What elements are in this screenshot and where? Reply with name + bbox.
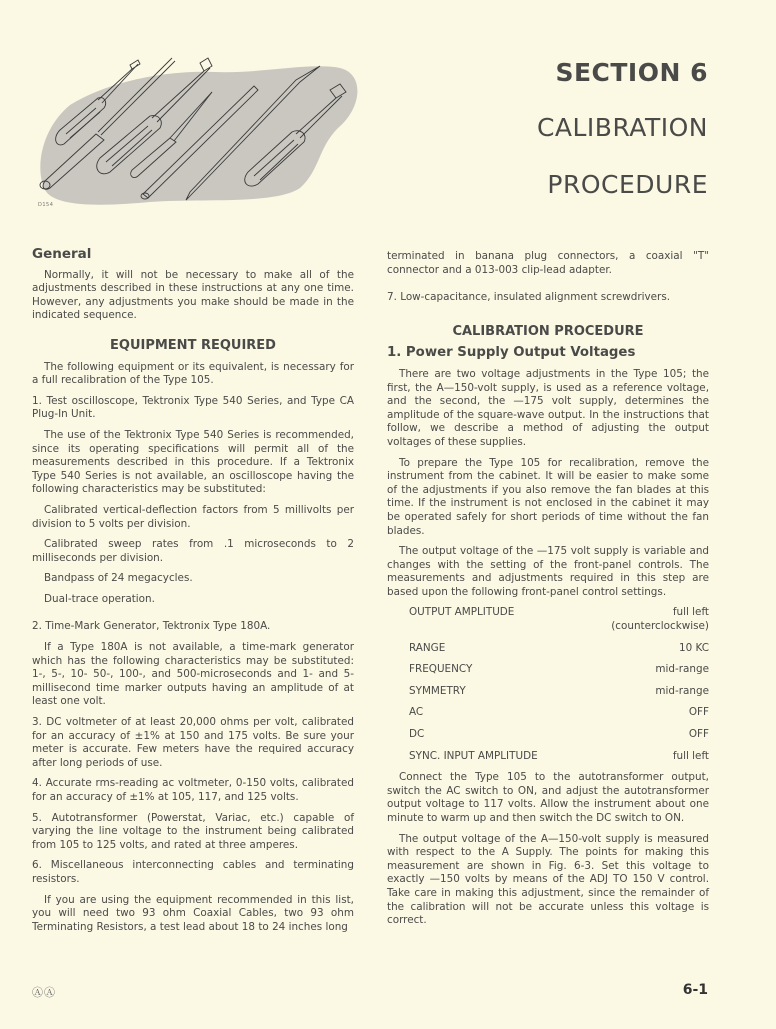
step-1-paragraph-4: Connect the Type 105 to the autotransformer output, switch the AC switch to ON, and adjust the autotransformer output voltage to 117 volts. Allow the instrument about one minute to warm up and then switch the DC switch to ON. — [387, 771, 709, 824]
step-1-paragraph-3: The output voltage of the —175 volt supply is variable and changes with the setting of the front-panel controls. The measurements and adjustments required in this step are based upon the following front-panel control settings. — [387, 545, 709, 598]
right-column — [387, 250, 709, 935]
general-paragraph: Normally, it will not be necessary to make all of the adjustments described in these instructions at any one time. However, any adjustments you make should be made in the indicated sequence. — [32, 268, 354, 322]
publisher-mark-icon: ⒶⒶ — [32, 986, 56, 999]
illustration-background-blob — [40, 66, 357, 204]
step-1-heading: 1. Power Supply Output Voltages — [387, 345, 636, 361]
setting-control: FREQUENCY — [409, 663, 473, 676]
equipment-item-1-note: The use of the Tektronix Type 540 Series is recommended, since its operating specifications will permit all of the measurements described in this procedure. If a Tektronix Type 540 Series is not available, an oscilloscope having the following characteristics may be substituted: — [32, 428, 354, 496]
equipment-required-heading: EQUIPMENT REQUIRED — [110, 337, 276, 353]
step-1-paragraph-1: There are two voltage adjustments in the Type 105; the first, the A—150-volt supply, is used as a reference voltage, and the second, the —175 volt supply, determines the amplitude of the square-wave output. In the instructions that follow, we describe a method of adjusting the output voltages of these supplies. — [387, 367, 709, 448]
setting-control: SYNC. INPUT AMPLITUDE — [409, 749, 538, 762]
setting-row — [387, 750, 709, 764]
equipment-item-5: 5. Autotransformer (Powerstat, Variac, etc.) capable of varying the line voltage to the instrument being calibrated from 105 to 125 volts, and rated at three amperes. — [32, 811, 354, 851]
setting-value: OFF — [688, 728, 709, 741]
setting-value: mid-range — [655, 663, 709, 676]
control-settings-table — [387, 606, 709, 763]
setting-row — [387, 728, 709, 742]
setting-value: mid-range — [655, 684, 709, 697]
equipment-item-3: 3. DC voltmeter of at least 20,000 ohms per volt, calibrated for an accuracy of ±1% at 150 and 175 volts. Be sure your meter is accurate. Few meters have the required accuracy after long periods of use. — [32, 716, 354, 769]
equipment-item-6-continued: terminated in banana plug connectors, a coaxial "T" connector and a 013-003 clip-lead adapter. — [387, 250, 709, 276]
step-1-paragraph-5: The output voltage of the A—150-volt supply is measured with respect to the A Supply. The points for making this measurement are shown in Fig. 6-3. Set this voltage to exactly —150 volts by means of the ADJ TO 150 V control. Take care in making this adjustment, since the remainder of the calibration will not be accurate unless this voltage is correct. — [387, 832, 709, 927]
section-title-line1: CALIBRATION — [536, 113, 708, 142]
setting-row — [387, 642, 709, 656]
equipment-item-2: 2. Time-Mark Generator, Tektronix Type 180A. — [32, 620, 271, 633]
calibration-procedure-heading: CALIBRATION PROCEDURE — [452, 323, 644, 339]
left-column — [32, 248, 354, 941]
equipment-intro: The following equipment or its equivalent, is necessary for a full recalibration of the Type 105. — [32, 360, 354, 387]
equipment-item-7: 7. Low-capacitance, insulated alignment screwdrivers. — [387, 291, 671, 304]
setting-row — [387, 685, 709, 699]
oscilloscope-spec-2: Calibrated sweep rates from .1 microseconds to 2 milliseconds per division. — [32, 538, 354, 564]
setting-control: SYMMETRY — [409, 684, 466, 697]
setting-control: AC — [409, 706, 424, 719]
page-number: 6-1 — [682, 982, 708, 998]
general-heading: General — [32, 246, 92, 262]
setting-row — [387, 706, 709, 720]
step-1-paragraph-2: To prepare the Type 105 for recalibration, remove the instrument from the cabinet. It will be easier to make some of the adjustments if you also remove the fan blades at this time. If the instrument is not enclosed in the cabinet it may be operated safely for short periods of time without the fan blades. — [387, 456, 709, 537]
equipment-item-2-note: If a Type 180A is not available, a time-mark generator which has the following characteristics may be substituted: 1-, 5-, 10- 50-, 100-, and 500-microseconds and 1- and 5-millisecond time marker outputs having an amplitude of at least one volt. — [32, 641, 354, 708]
oscilloscope-spec-1: Calibrated vertical-deflection factors from 5 millivolts per division to 5 volts per division. — [32, 503, 354, 530]
setting-control: OUTPUT AMPLITUDE — [409, 606, 515, 619]
setting-control: RANGE — [409, 641, 446, 654]
equipment-item-6-note: If you are using the equipment recommended in this list, you will need two 93 ohm Coaxial Cables, two 93 ohm Terminating Resistors, a test lead about 18 to 24 inches long — [32, 893, 354, 933]
oscilloscope-spec-3: Bandpass of 24 megacycles. — [44, 572, 193, 585]
screwdrivers-illustration — [0, 30, 380, 230]
section-number: SECTION 6 — [555, 58, 708, 87]
figure-code: D154 — [38, 202, 54, 208]
setting-value: full left — [672, 606, 709, 619]
setting-value-note: (counterclockwise) — [611, 620, 709, 633]
setting-control: DC — [409, 728, 425, 741]
setting-row — [387, 663, 709, 677]
oscilloscope-spec-4: Dual-trace operation. — [44, 592, 155, 605]
setting-value: OFF — [688, 706, 709, 719]
equipment-item-6: 6. Miscellaneous interconnecting cables and terminating resistors. — [32, 859, 354, 885]
section-title-line2: PROCEDURE — [547, 170, 708, 199]
equipment-item-1: 1. Test oscilloscope, Tektronix Type 540 Series, and Type CA Plug-In Unit. — [32, 394, 354, 421]
setting-value: 10 KC — [678, 641, 709, 654]
equipment-item-4: 4. Accurate rms-reading ac voltmeter, 0-150 volts, calibrated for an accuracy of ±1% at 105, 117, and 125 volts. — [32, 777, 354, 803]
setting-row — [387, 606, 709, 633]
setting-value: full left — [672, 749, 709, 762]
